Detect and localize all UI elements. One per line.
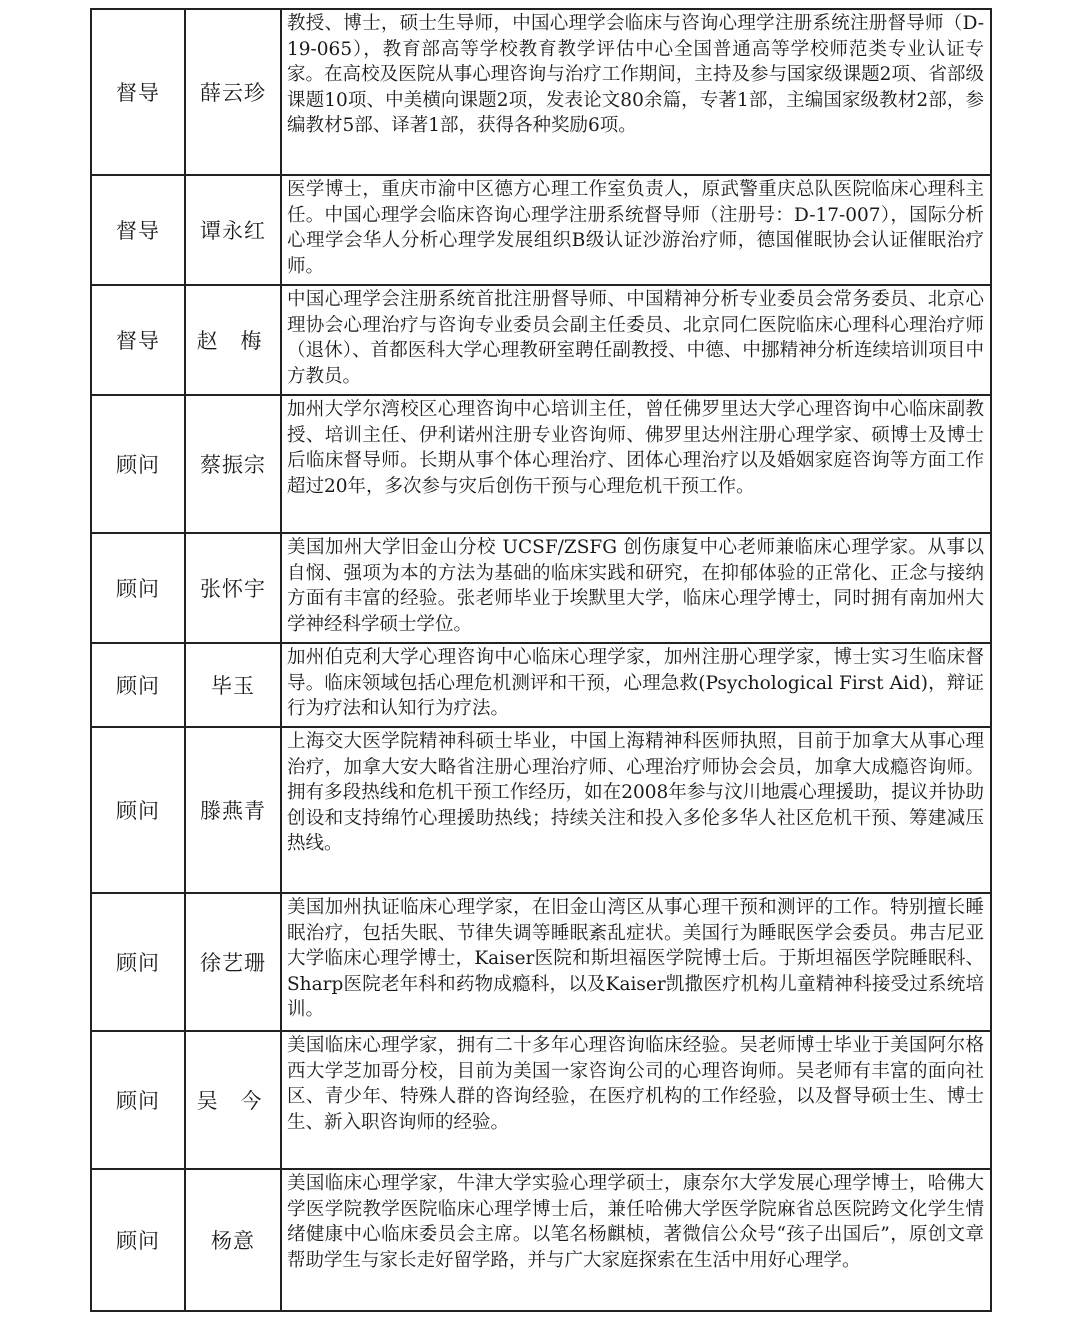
role-cell: 督导 [91,175,185,285]
table-row [91,533,991,643]
role-cell: 督导 [91,9,185,175]
table-row [91,395,991,533]
bio-cell: 美国加州大学旧金山分校 UCSF/ZSFG 创伤康复中心老师兼临床心理学家。从事以自悯、强项为本的方法为基础的临床实践和研究，在抑郁体验的正常化、正念与接纳方面有丰富的经验。张老师毕业于埃默里大学，临床心理学博士，同时拥有南加州大学神经科学硕士学位。 [281,533,991,643]
name-cell: 吴 今 [185,1031,281,1169]
bio-cell: 加州大学尔湾校区心理咨询中心培训主任，曾任佛罗里达大学心理咨询中心临床副教授、培训主任、伊利诺州注册专业咨询师、佛罗里达州注册心理学家、硕博士及博士后临床督导师。长期从事个体心理治疗、团体心理治疗以及婚姻家庭咨询等方面工作超过20年，多次参与灾后创伤干预与心理危机干预工作。 [281,395,991,533]
name-cell: 毕玉 [185,643,281,727]
role-cell: 顾问 [91,1169,185,1311]
name-cell: 薛云珍 [185,9,281,175]
bio-cell: 上海交大医学院精神科硕士毕业，中国上海精神科医师执照，目前于加拿大从事心理治疗，加拿大安大略省注册心理治疗师、心理治疗师协会会员，加拿大成瘾咨询师。拥有多段热线和危机干预工作经历，如在2008年参与汶川地震心理援助，提议并协助创设和支持绵竹心理援助热线；持续关注和投入多伦多华人社区危机干预、筹建减压热线。 [281,727,991,893]
bio-cell: 加州伯克利大学心理咨询中心临床心理学家，加州注册心理学家，博士实习生临床督导。临床领域包括心理危机测评和干预，心理急救(Psychological First Aid)，辩证行为疗法和认知行为疗法。 [281,643,991,727]
table-row [91,1031,991,1169]
role-cell: 督导 [91,285,185,395]
name-cell: 徐艺珊 [185,893,281,1031]
name-cell: 蔡振宗 [185,395,281,533]
bio-cell: 美国临床心理学家，拥有二十多年心理咨询临床经验。吴老师博士毕业于美国阿尔格西大学芝加哥分校，目前为美国一家咨询公司的心理咨询师。吴老师有丰富的面向社区、青少年、特殊人群的咨询经验，在医疗机构的工作经验，以及督导硕士生、博士生、新入职咨询师的经验。 [281,1031,991,1169]
table-row [91,893,991,1031]
bio-cell: 美国加州执证临床心理学家，在旧金山湾区从事心理干预和测评的工作。特别擅长睡眠治疗，包括失眠、节律失调等睡眠紊乱症状。美国行为睡眠医学会委员。弗吉尼亚大学临床心理学博士，Kaiser医院和斯坦福医学院博士后。于斯坦福医学院睡眠科、Sharp医院老年科和药物成瘾科，以及Kaiser凯撒医疗机构儿童精神科接受过系统培训。 [281,893,991,1031]
role-cell: 顾问 [91,395,185,533]
role-cell: 顾问 [91,643,185,727]
bio-cell: 教授、博士，硕士生导师，中国心理学会临床与咨询心理学注册系统注册督导师（D-19-065），教育部高等学校教育教学评估中心全国普通高等学校师范类专业认证专家。在高校及医院从事心理咨询与治疗工作期间，主持及参与国家级课题2项、省部级课题10项、中美横向课题2项，发表论文80余篇，专著1部，主编国家级教材2部，参编教材5部、译著1部，获得各种奖励6项。 [281,9,991,175]
name-cell: 滕燕青 [185,727,281,893]
table-row [91,285,991,395]
role-cell: 顾问 [91,1031,185,1169]
name-cell: 谭永红 [185,175,281,285]
bio-cell: 美国临床心理学家，牛津大学实验心理学硕士，康奈尔大学发展心理学博士，哈佛大学医学院教学医院临床心理学博士后，兼任哈佛大学医学院麻省总医院跨文化学生情绪健康中心临床委员会主席。以笔名杨麒桢，著微信公众号“孩子出国后”，原创文章帮助学生与家长走好留学路，并与广大家庭探索在生活中用好心理学。 [281,1169,991,1311]
role-cell: 顾问 [91,533,185,643]
role-cell: 顾问 [91,893,185,1031]
table-row [91,175,991,285]
name-cell: 张怀宇 [185,533,281,643]
table-row [91,643,991,727]
bio-cell: 中国心理学会注册系统首批注册督导师、中国精神分析专业委员会常务委员、北京心理协会心理治疗与咨询专业委员会副主任委员、北京同仁医院临床心理科心理治疗师（退休）、首都医科大学心理教研室聘任副教授、中德、中挪精神分析连续培训项目中方教员。 [281,285,991,395]
advisor-table [90,8,992,1312]
bio-cell: 医学博士，重庆市渝中区德方心理工作室负责人，原武警重庆总队医院临床心理科主任。中国心理学会临床咨询心理学注册系统督导师（注册号：D-17-007），国际分析心理学会华人分析心理学发展组织B级认证沙游治疗师，德国催眠协会认证催眠治疗师。 [281,175,991,285]
role-cell: 顾问 [91,727,185,893]
table-row [91,727,991,893]
name-cell: 赵 梅 [185,285,281,395]
table-row [91,9,991,175]
name-cell: 杨意 [185,1169,281,1311]
table-row [91,1169,991,1311]
